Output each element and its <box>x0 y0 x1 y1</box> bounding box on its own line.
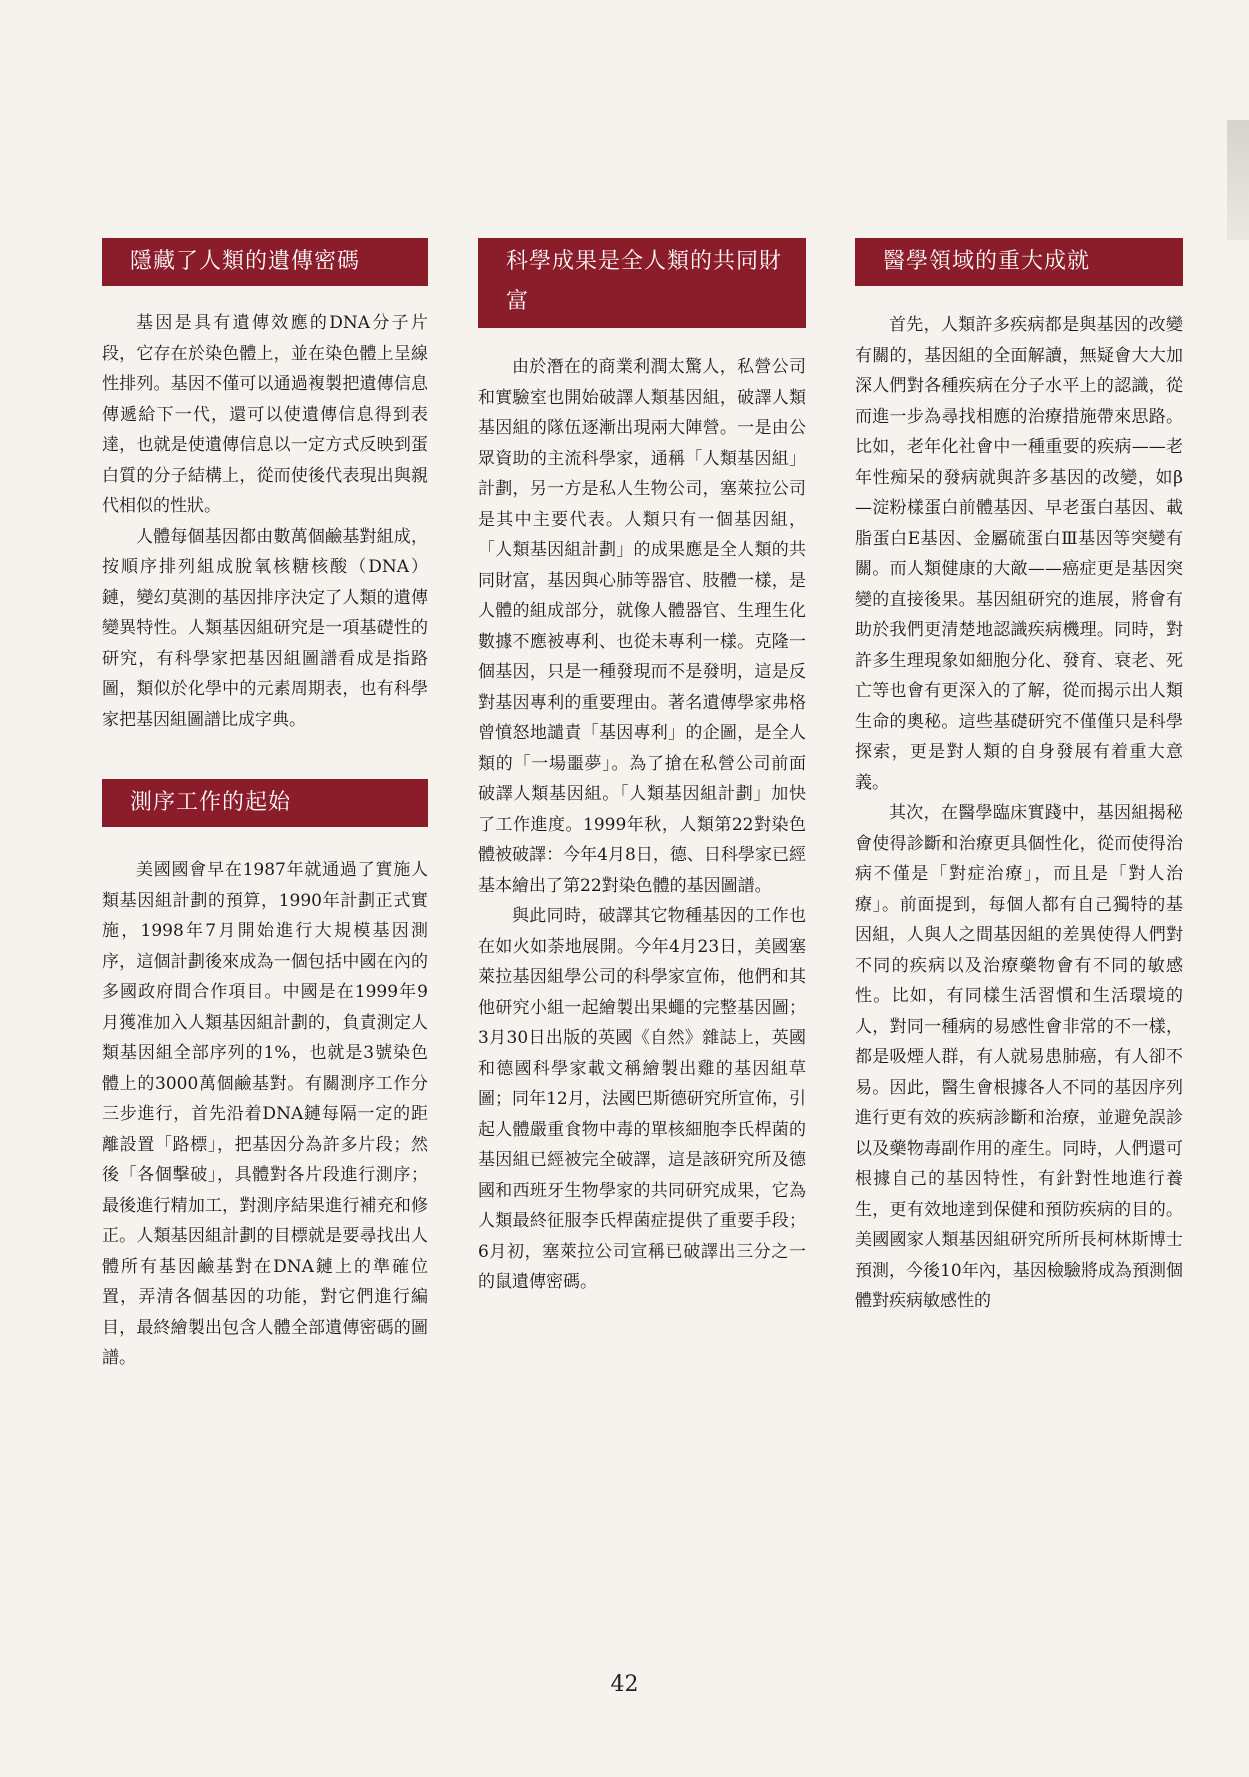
section-heading-genetic-code: 隱藏了人類的遺傳密碼 <box>102 238 428 286</box>
section-heading-sequencing-start: 測序工作的起始 <box>102 779 428 827</box>
paragraph: 由於潛在的商業利潤太驚人，私營公司和實驗室也開始破譯人類基因組，破譯人類基因組的隊伍逐漸出現兩大陣營。一是由公眾資助的主流科學家，通稱「人類基因組」計劃，另一方是私人生物公司，塞萊拉公司是其中主要代表。人類只有一個基因組，「人類基因組計劃」的成果應是全人類的共同財富，基因與心肺等器官、肢體一樣，是人體的組成部分，就像人體器官、生理生化數據不應被專利、也從未專利一樣。克隆一個基因，只是一種發現而不是發明，這是反對基因專利的重要理由。著名遺傳學家弗格曾憤怒地譴責「基因專利」的企圖，是全人類的「一場噩夢」。為了搶在私營公司前面破譯人類基因組。「人類基因組計劃」加快了工作進度。1999年秋，人類第22對染色體被破譯：今年4月8日，德、日科學家已經基本繪出了第22對染色體的基因圖譜。 <box>478 357 806 896</box>
paragraph: 與此同時，破譯其它物種基因的工作也在如火如荼地展開。今年4月23日，美國塞萊拉基因組學公司的科學家宣佈，他們和其他研究小組一起繪製出果蠅的完整基因圖；3月30日出版的英國《自然》雜誌上，英國和德國科學家載文稱繪製出雞的基因組草圖；同年12月，法國巴斯德研究所宣佈，引起人體嚴重食物中毒的單核細胞李氏桿菌的基因組已經被完全破譯，這是該研究所及德國和西班牙生物學家的共同研究成果，它為人類最終征服李氏桿菌症提供了重要手段；6月初，塞萊拉公司宣稱已破譯出三分之一的鼠遺傳密碼。 <box>478 906 806 1292</box>
paragraph: 人體每個基因都由數萬個鹼基對組成，按順序排列組成脫氧核糖核酸（DNA）鏈，變幻莫測的基因排序決定了人類的遺傳變異特性。人類基因組研究是一項基礎性的研究，有科學家把基因組圖譜看成是指路圖，類似於化學中的元素周期表，也有科學家把基因組圖譜比成字典。 <box>102 526 428 730</box>
column-left <box>102 238 428 1374</box>
paragraph: 基因是具有遺傳效應的DNA分子片段，它存在於染色體上，並在染色體上呈線性排列。基因不僅可以通過複製把遺傳信息傳遞給下一代，還可以使遺傳信息得到表達，也就是使遺傳信息以一定方式反映到蛋白質的分子結構上，從而使後代表現出與親代相似的性狀。 <box>102 313 428 516</box>
section-heading-shared-wealth: 科學成果是全人類的共同財富 <box>478 238 806 328</box>
paragraph: 首先，人類許多疾病都是與基因的改變有關的，基因組的全面解讀，無疑會大大加深人們對各種疾病在分子水平上的認識，從而進一步為尋找相應的治療措施帶來思路。比如，老年化社會中一種重要的疾病——老年性痴呆的發病就與許多基因的改變，如β—淀粉樣蛋白前體基因、早老蛋白基因、載脂蛋白E基因、金屬硫蛋白Ⅲ基因等突變有關。而人類健康的大敵——癌症更是基因突變的直接後果。基因組研究的進展，將會有助於我們更清楚地認識疾病機理。同時，對許多生理現象如細胞分化、發育、衰老、死亡等也會有更深入的了解，從而揭示出人類生命的奧秘。這些基礎研究不僅僅只是科學探索，更是對人類的自身發展有着重大意義。 <box>855 315 1183 793</box>
paragraph: 其次，在醫學臨床實踐中，基因組揭秘會使得診斷和治療更具個性化，從而使得治病不僅是「對症治療」，而且是「對人治療」。前面提到，每個人都有自己獨特的基因組，人與人之間基因組的差異使得人們對不同的疾病以及治療藥物會有不同的敏感性。比如，有同樣生活習慣和生活環境的人，對同一種病的易感性會非常的不一樣，都是吸煙人群，有人就易患肺癌，有人卻不易。因此，醫生會根據各人不同的基因序列進行更有效的疾病診斷和治療，並避免誤診以及藥物毒副作用的產生。同時，人們還可根據自己的基因特性，有針對性地進行養生，更有效地達到保健和預防疾病的目的。美國國家人類基因組研究所所長柯林斯博士預測，今後10年內，基因檢驗將成為預測個體對疾病敏感性的 <box>855 803 1183 1311</box>
column-right <box>855 238 1183 1317</box>
column-middle <box>478 238 806 1298</box>
page-number: 42 <box>610 1672 639 1697</box>
section-heading-medical-achievement: 醫學領域的重大成就 <box>855 238 1183 286</box>
paragraph: 美國國會早在1987年就通過了實施人類基因組計劃的預算，1990年計劃正式實施，1998年7月開始進行大規模基因測序，這個計劃後來成為一個包括中國在內的多國政府間合作項目。中國是在1999年9月獲准加入人類基因組計劃的，負責測定人類基因組全部序列的1%，也就是3號染色體上的3000萬個鹼基對。有關測序工作分三步進行，首先沿着DNA鏈每隔一定的距離設置「路標」，把基因分為許多片段；然後「各個擊破」，具體對各片段進行測序；最後進行精加工，對測序結果進行補充和修正。人類基因組計劃的目標就是要尋找出人體所有基因鹼基對在DNA鏈上的準確位置，弄清各個基因的功能，對它們進行編目，最終繪製出包含人體全部遺傳密碼的圖譜。 <box>102 860 428 1368</box>
scan-edge-mark <box>1227 120 1249 240</box>
